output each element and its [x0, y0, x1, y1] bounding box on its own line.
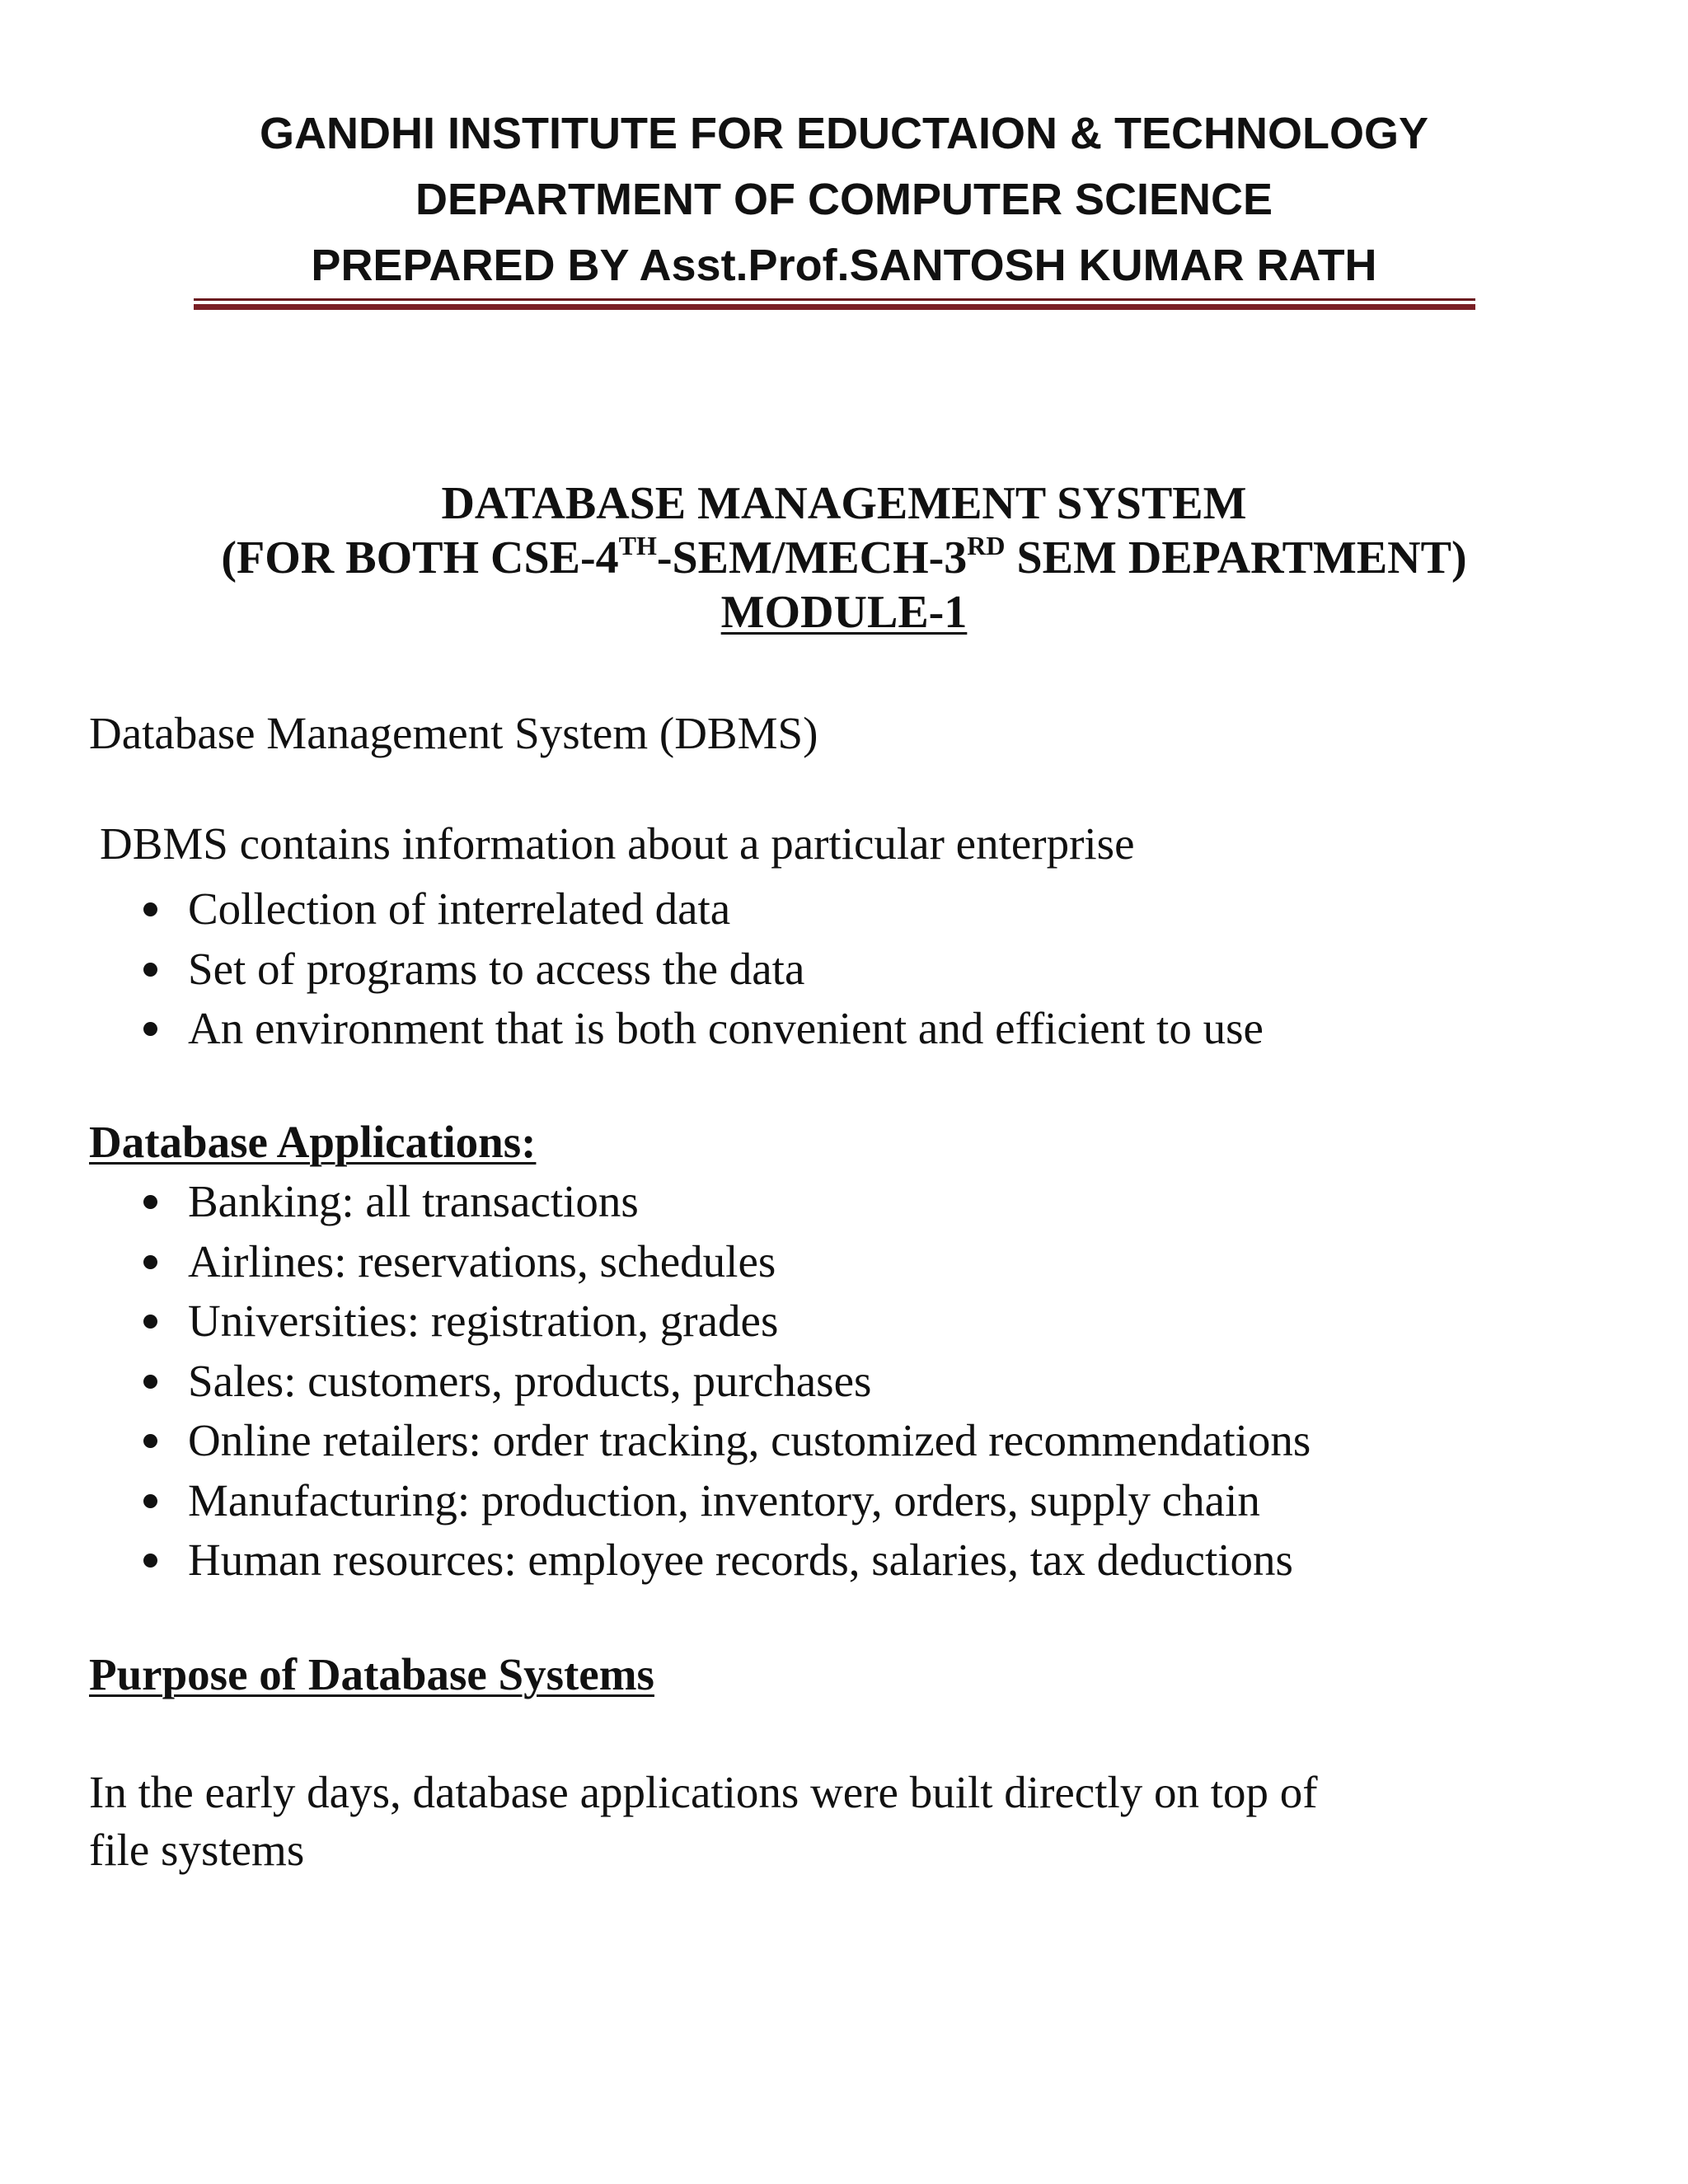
list-item: Banking: all transactions [0, 1172, 1311, 1232]
bullet-icon [143, 1494, 157, 1508]
header-divider-thick [194, 304, 1475, 310]
header-divider [194, 298, 1475, 310]
document-title [0, 476, 1688, 640]
dbms-heading: Database Management System (DBMS) [89, 708, 818, 758]
bullet-icon [143, 1195, 157, 1209]
header-divider-thin [194, 298, 1475, 301]
bullet-icon [143, 1255, 157, 1269]
list-item: Collection of interrelated data [0, 879, 1264, 940]
list-item: Universities: registration, grades [0, 1291, 1311, 1352]
course-audience [0, 531, 1688, 585]
bullet-icon [143, 1375, 157, 1389]
bullet-icon [143, 1022, 157, 1036]
audience-part3: SEM DEPARTMENT) [1005, 532, 1467, 583]
bullet-icon [143, 1434, 157, 1448]
list-item: An environment that is both convenient and efficient to use [0, 999, 1264, 1059]
list-item: Sales: customers, products, purchases [0, 1352, 1311, 1412]
list-item: Online retailers: order tracking, customized recommendations [0, 1411, 1311, 1471]
audience-sup-th: TH [618, 531, 657, 560]
dbms-lead: DBMS contains information about a particular enterprise [100, 818, 1135, 869]
list-item: Set of programs to access the data [0, 940, 1264, 1000]
module-label: MODULE-1 [720, 587, 968, 638]
applications-heading: Database Applications: [89, 1117, 537, 1167]
purpose-line-1: In the early days, database applications were built directly on top of [89, 1767, 1318, 1817]
bullet-icon [143, 963, 157, 977]
purpose-heading: Purpose of Database Systems [89, 1649, 654, 1699]
list-item: Manufacturing: production, inventory, orders, supply chain [0, 1471, 1311, 1531]
audience-sup-rd: RD [967, 531, 1006, 560]
dbms-bullet-list [0, 879, 1264, 1059]
purpose-paragraph [89, 1764, 1318, 1879]
department-name: DEPARTMENT OF COMPUTER SCIENCE [415, 175, 1273, 224]
list-item: Human resources: employee records, salaries, tax deductions [0, 1530, 1311, 1591]
applications-bullet-list [0, 1172, 1311, 1591]
course-title: DATABASE MANAGEMENT SYSTEM [441, 478, 1247, 529]
bullet-icon [143, 1554, 157, 1568]
list-item: Airlines: reservations, schedules [0, 1232, 1311, 1292]
institute-name: GANDHI INSTITUTE FOR EDUCTAION & TECHNOLOGY [260, 109, 1428, 158]
institution-header [0, 101, 1688, 298]
prepared-by: PREPARED BY Asst.Prof.SANTOSH KUMAR RATH [311, 241, 1377, 290]
bullet-icon [143, 1315, 157, 1329]
purpose-line-2: file systems [89, 1825, 305, 1875]
audience-part1: (FOR BOTH CSE-4 [221, 532, 619, 583]
audience-part2: -SEM/MECH-3 [656, 532, 968, 583]
bullet-icon [143, 902, 157, 916]
